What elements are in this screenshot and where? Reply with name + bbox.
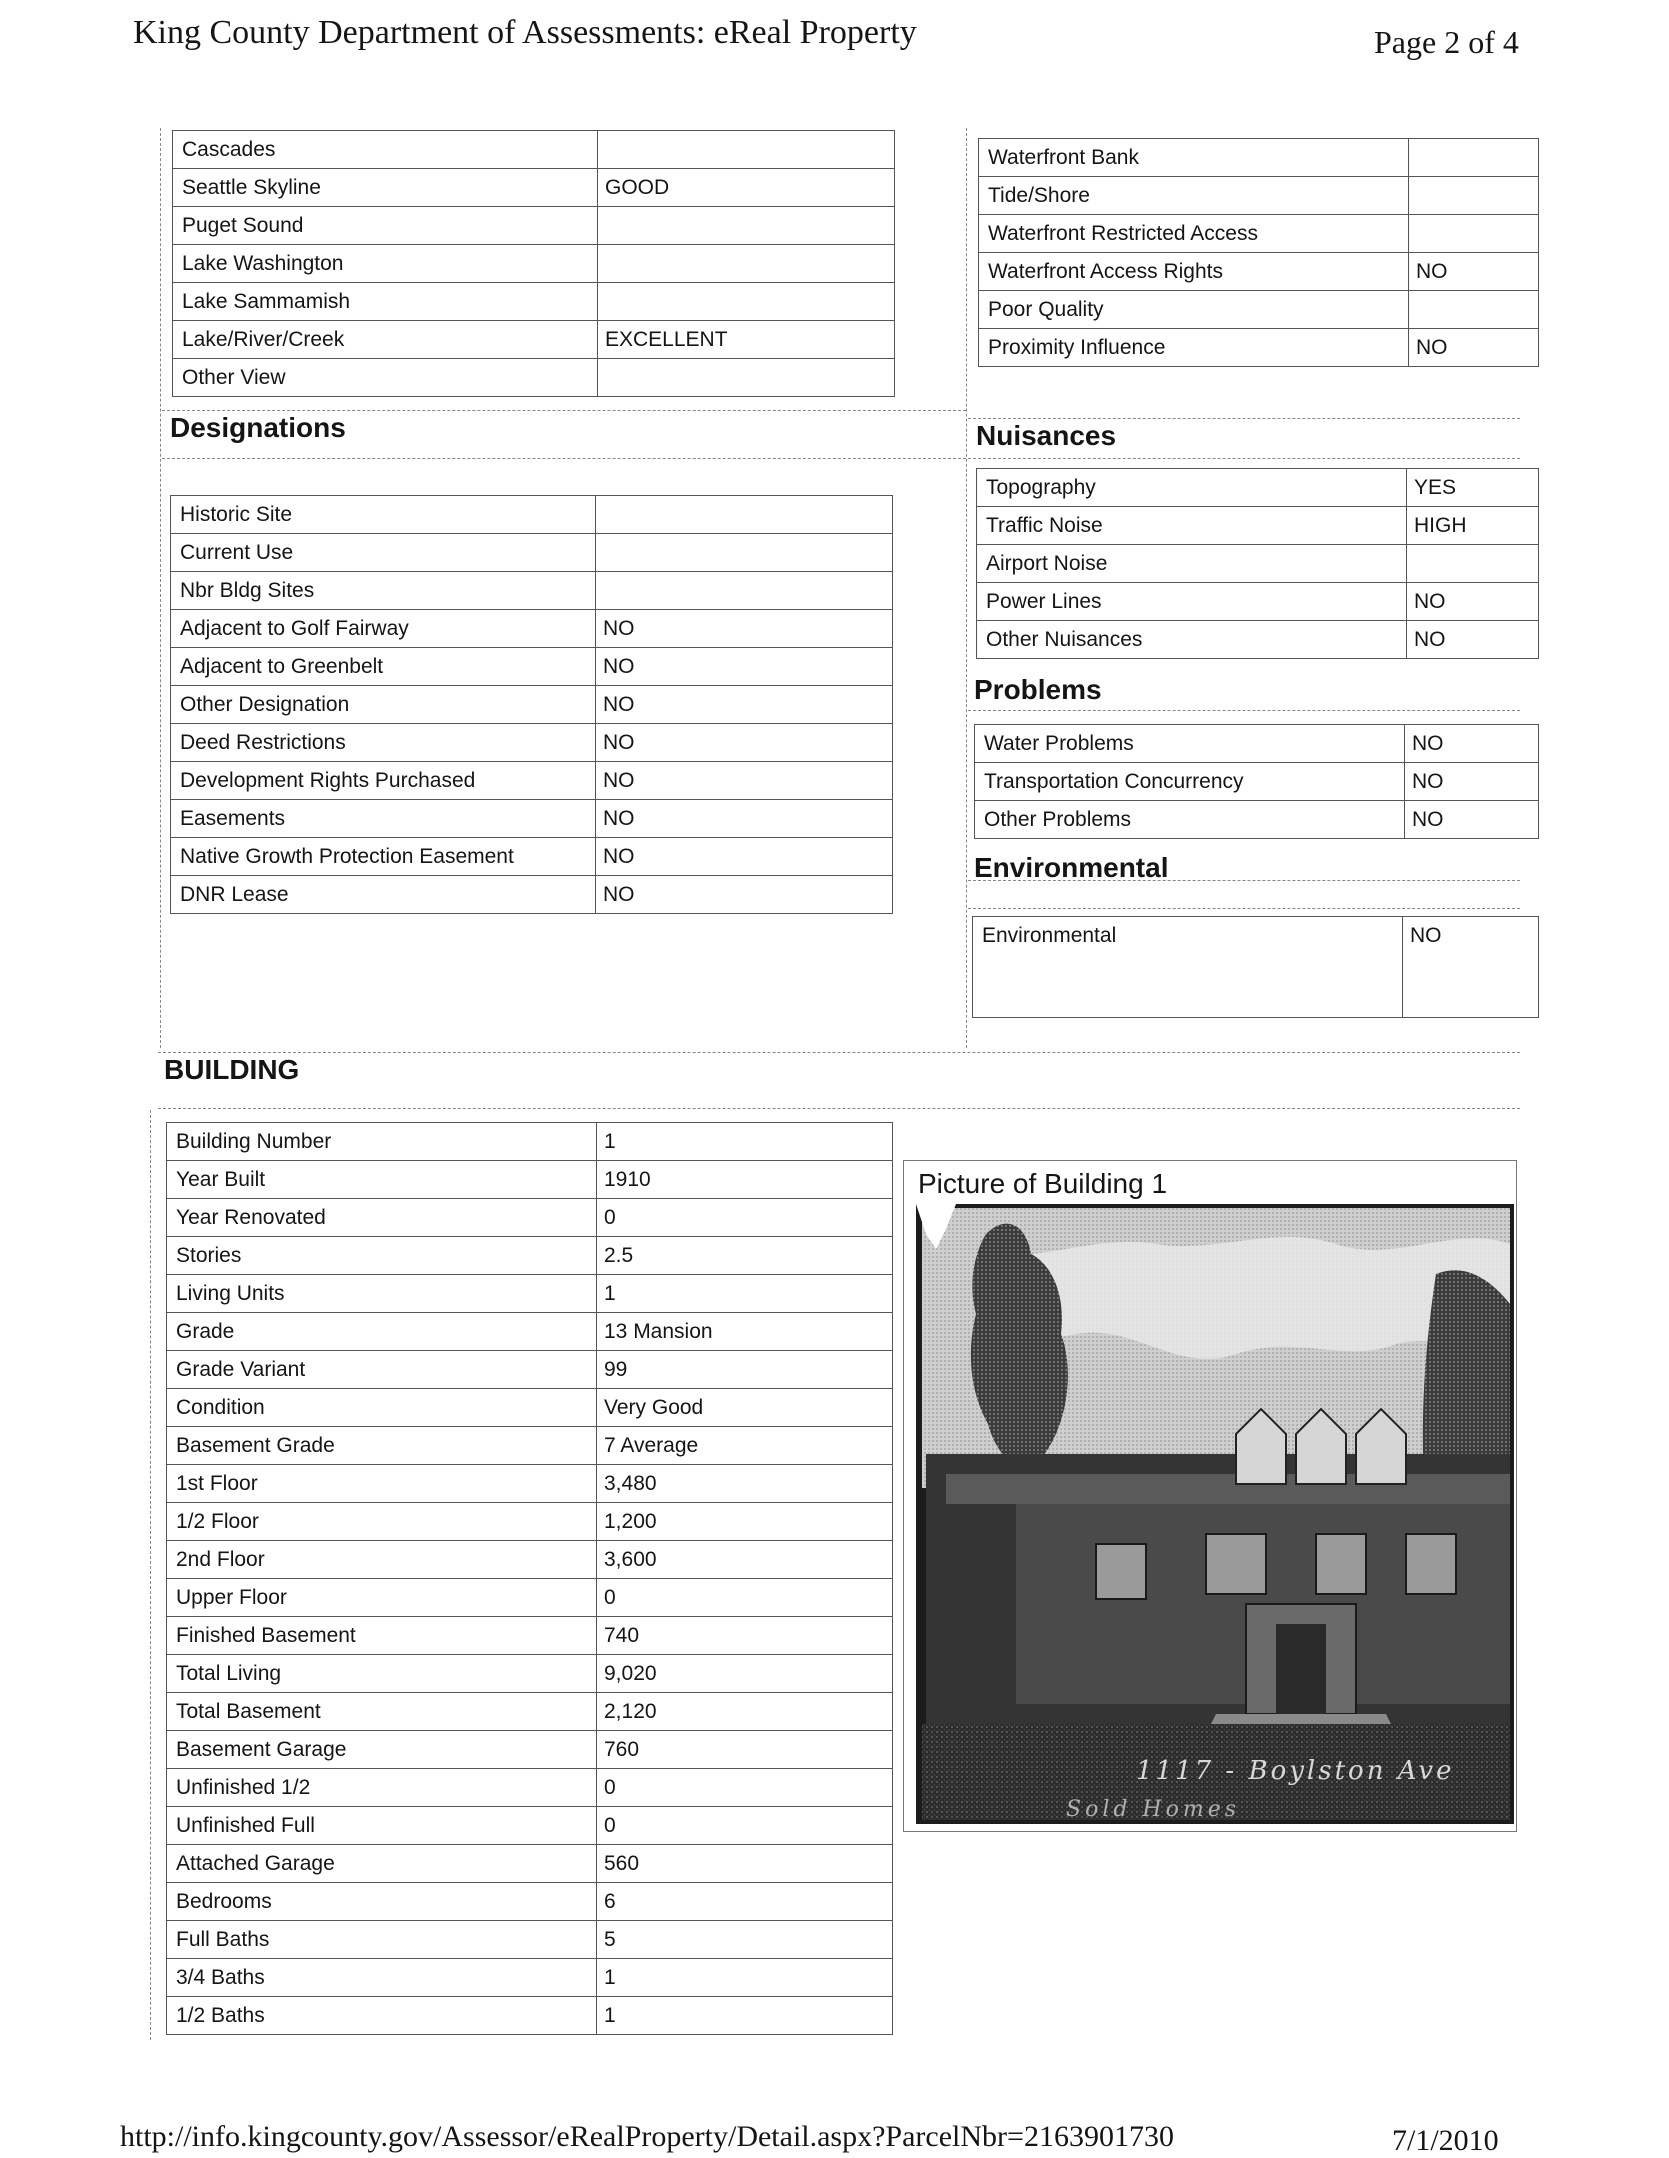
row-value: NO [596, 648, 893, 686]
table-row [167, 1693, 893, 1731]
row-value: NO [596, 610, 893, 648]
row-label: Water Problems [975, 725, 1405, 763]
row-value [598, 207, 895, 245]
row-value: 0 [597, 1769, 893, 1807]
table-row [171, 876, 893, 914]
row-value: 3,600 [597, 1541, 893, 1579]
row-label: Total Basement [167, 1693, 597, 1731]
row-label: Full Baths [167, 1921, 597, 1959]
row-value: NO [596, 876, 893, 914]
table-row [173, 359, 895, 397]
nuisances-sub-rule [968, 458, 1520, 459]
problems-heading: Problems [974, 674, 1102, 705]
table-row [167, 1845, 893, 1883]
table-row [167, 1465, 893, 1503]
row-label: Airport Noise [977, 545, 1407, 583]
table-row [173, 169, 895, 207]
table-row [167, 1921, 893, 1959]
row-label: Seattle Skyline [173, 169, 598, 207]
row-label: Condition [167, 1389, 597, 1427]
table-row [167, 1579, 893, 1617]
row-label: 1/2 Baths [167, 1997, 597, 2035]
row-value: 1 [597, 1997, 893, 2035]
row-label: Upper Floor [167, 1579, 597, 1617]
row-label: Basement Grade [167, 1427, 597, 1465]
row-value: 1 [597, 1275, 893, 1313]
row-value: 13 Mansion [597, 1313, 893, 1351]
table-row [173, 131, 895, 169]
table-row [167, 1541, 893, 1579]
table-row [167, 1731, 893, 1769]
row-value: 1 [597, 1123, 893, 1161]
row-value: NO [1407, 583, 1539, 621]
table-row [167, 1199, 893, 1237]
table-row [173, 321, 895, 359]
row-value: YES [1407, 469, 1539, 507]
table-row [171, 800, 893, 838]
row-value: 0 [597, 1199, 893, 1237]
environmental-heading: Environmental [974, 852, 1169, 883]
building-top-rule [158, 1052, 1520, 1053]
row-label: Attached Garage [167, 1845, 597, 1883]
row-label: Grade [167, 1313, 597, 1351]
environmental-table [972, 916, 1539, 1018]
building-photo [916, 1204, 1514, 1824]
waterfront-table-body [979, 139, 1539, 367]
row-value: NO [596, 686, 893, 724]
table-row [173, 207, 895, 245]
row-label: Year Built [167, 1161, 597, 1199]
row-value: NO [1405, 725, 1539, 763]
row-label: Poor Quality [979, 291, 1409, 329]
row-label: Other Problems [975, 801, 1405, 839]
building-heading: BUILDING [164, 1054, 300, 1085]
table-row [979, 139, 1539, 177]
designations-heading: Designations [170, 412, 346, 443]
row-value: 560 [597, 1845, 893, 1883]
table-row [173, 245, 895, 283]
waterfront-table [978, 138, 1539, 367]
row-label: Finished Basement [167, 1617, 597, 1655]
table-row [171, 610, 893, 648]
row-label: Unfinished Full [167, 1807, 597, 1845]
table-row [171, 724, 893, 762]
views-table-body [173, 131, 895, 397]
page-number: Page 2 of 4 [1374, 24, 1519, 60]
row-label: Traffic Noise [977, 507, 1407, 545]
table-row [167, 1769, 893, 1807]
row-label: Building Number [167, 1123, 597, 1161]
row-label: 1/2 Floor [167, 1503, 597, 1541]
left-column-border [160, 128, 161, 1048]
row-label: DNR Lease [171, 876, 596, 914]
designations-top-rule [162, 410, 966, 411]
environmental-label: Environmental [973, 917, 1403, 1018]
row-label: Adjacent to Greenbelt [171, 648, 596, 686]
table-row [977, 507, 1539, 545]
row-value: 740 [597, 1617, 893, 1655]
page-footer-url: http://info.kingcounty.gov/Assessor/eRealProperty/Detail.aspx?ParcelNbr=2163901730 [120, 2120, 1174, 2153]
table-row [977, 469, 1539, 507]
nuisances-table-body [977, 469, 1539, 659]
row-label: Puget Sound [173, 207, 598, 245]
row-value: 1910 [597, 1161, 893, 1199]
row-label: Unfinished 1/2 [167, 1769, 597, 1807]
row-label: Power Lines [977, 583, 1407, 621]
row-label: 2nd Floor [167, 1541, 597, 1579]
table-row [171, 762, 893, 800]
table-row [975, 725, 1539, 763]
table-row [167, 1427, 893, 1465]
row-value [1409, 177, 1539, 215]
building-table-body [167, 1123, 893, 2035]
row-label: Adjacent to Golf Fairway [171, 610, 596, 648]
row-value: NO [1407, 621, 1539, 659]
row-value: Very Good [597, 1389, 893, 1427]
row-value [596, 572, 893, 610]
table-row [979, 177, 1539, 215]
table-row [167, 1807, 893, 1845]
row-value: 1,200 [597, 1503, 893, 1541]
row-label: Transportation Concurrency [975, 763, 1405, 801]
row-value: 7 Average [597, 1427, 893, 1465]
row-label: Cascades [173, 131, 598, 169]
table-row [167, 1389, 893, 1427]
row-label: 1st Floor [167, 1465, 597, 1503]
row-label: Waterfront Access Rights [979, 253, 1409, 291]
table-row [167, 1237, 893, 1275]
building-table [166, 1122, 893, 2035]
row-value: NO [1409, 253, 1539, 291]
row-label: Other Nuisances [977, 621, 1407, 659]
row-label: Lake Sammamish [173, 283, 598, 321]
row-label: Waterfront Bank [979, 139, 1409, 177]
row-value: GOOD [598, 169, 895, 207]
row-label: Grade Variant [167, 1351, 597, 1389]
table-row [167, 1617, 893, 1655]
row-value: 2,120 [597, 1693, 893, 1731]
row-value: 2.5 [597, 1237, 893, 1275]
table-row [167, 1997, 893, 2035]
row-value: HIGH [1407, 507, 1539, 545]
table-row [167, 1351, 893, 1389]
table-row [171, 534, 893, 572]
row-label: Nbr Bldg Sites [171, 572, 596, 610]
row-label: Current Use [171, 534, 596, 572]
row-value: NO [1405, 801, 1539, 839]
row-value: NO [596, 800, 893, 838]
row-value: 9,020 [597, 1655, 893, 1693]
table-row [975, 763, 1539, 801]
row-label: Total Living [167, 1655, 597, 1693]
row-value [1409, 291, 1539, 329]
designations-sub-rule [162, 458, 966, 459]
designations-table [170, 495, 893, 914]
row-label: Lake/River/Creek [173, 321, 598, 359]
row-label: Living Units [167, 1275, 597, 1313]
row-value [598, 245, 895, 283]
photo-inscription-2: Sold Homes [1066, 1797, 1241, 1822]
building-picture-caption: Picture of Building 1 [918, 1168, 1168, 1199]
table-row [171, 496, 893, 534]
table-row [979, 291, 1539, 329]
table-row [171, 648, 893, 686]
row-label: Proximity Influence [979, 329, 1409, 367]
row-value: NO [596, 762, 893, 800]
table-row [979, 215, 1539, 253]
row-label: Bedrooms [167, 1883, 597, 1921]
row-label: Native Growth Protection Easement [171, 838, 596, 876]
row-value [598, 283, 895, 321]
nuisances-table [976, 468, 1539, 659]
page-footer-date: 7/1/2010 [1392, 2124, 1499, 2157]
row-value: 5 [597, 1921, 893, 1959]
column-divider [966, 128, 967, 1048]
row-value [1407, 545, 1539, 583]
row-value [596, 534, 893, 572]
problems-table-body [975, 725, 1539, 839]
table-row [167, 1275, 893, 1313]
row-label: Other View [173, 359, 598, 397]
table-row [979, 329, 1539, 367]
row-label: Basement Garage [167, 1731, 597, 1769]
row-label: 3/4 Baths [167, 1959, 597, 1997]
row-value [1409, 139, 1539, 177]
table-row [977, 583, 1539, 621]
table-row [977, 545, 1539, 583]
row-label: Lake Washington [173, 245, 598, 283]
environmental-sub-rule [968, 908, 1520, 909]
table-row [975, 801, 1539, 839]
row-value: 3,480 [597, 1465, 893, 1503]
row-label: Easements [171, 800, 596, 838]
table-row [167, 1313, 893, 1351]
row-value: 0 [597, 1807, 893, 1845]
page-header-title: King County Department of Assessments: eReal Property [133, 14, 917, 51]
row-label: Historic Site [171, 496, 596, 534]
table-row [171, 572, 893, 610]
building-left-border [150, 1110, 151, 2040]
table-row [167, 1123, 893, 1161]
table-row [167, 1655, 893, 1693]
row-label: Year Renovated [167, 1199, 597, 1237]
row-label: Stories [167, 1237, 597, 1275]
designations-table-body [171, 496, 893, 914]
nuisances-heading: Nuisances [976, 420, 1117, 451]
row-value: NO [596, 838, 893, 876]
row-value [596, 496, 893, 534]
row-value: 760 [597, 1731, 893, 1769]
problems-rule [968, 710, 1520, 711]
row-value [598, 359, 895, 397]
table-row [973, 917, 1539, 1018]
row-value: NO [1405, 763, 1539, 801]
table-row [167, 1503, 893, 1541]
table-row [167, 1883, 893, 1921]
table-row [979, 253, 1539, 291]
table-row [171, 838, 893, 876]
row-value [598, 131, 895, 169]
row-label: Development Rights Purchased [171, 762, 596, 800]
row-value: EXCELLENT [598, 321, 895, 359]
table-row [167, 1161, 893, 1199]
row-label: Waterfront Restricted Access [979, 215, 1409, 253]
row-value: 99 [597, 1351, 893, 1389]
table-row [173, 283, 895, 321]
row-label: Deed Restrictions [171, 724, 596, 762]
row-label: Topography [977, 469, 1407, 507]
building-sub-rule [158, 1108, 1520, 1109]
row-value: NO [596, 724, 893, 762]
row-value: 6 [597, 1883, 893, 1921]
row-value [1409, 215, 1539, 253]
environmental-value: NO [1403, 917, 1539, 1018]
views-table [172, 130, 895, 397]
photo-inscription: 1117 - Boylston Ave [1136, 1756, 1455, 1786]
row-label: Other Designation [171, 686, 596, 724]
row-value: 1 [597, 1959, 893, 1997]
row-value: 0 [597, 1579, 893, 1617]
problems-table [974, 724, 1539, 839]
table-row [171, 686, 893, 724]
table-row [977, 621, 1539, 659]
nuisances-top-rule [968, 418, 1520, 419]
row-label: Tide/Shore [979, 177, 1409, 215]
row-value: NO [1409, 329, 1539, 367]
table-row [167, 1959, 893, 1997]
